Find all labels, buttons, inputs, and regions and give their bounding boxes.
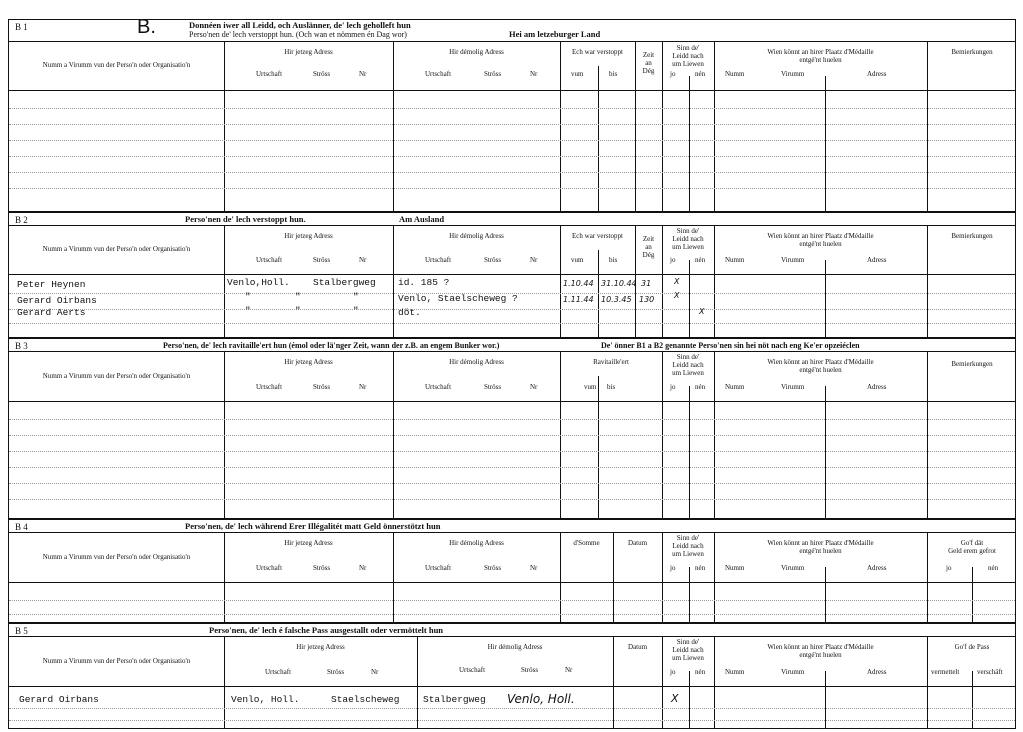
- col-yes: jo: [670, 70, 676, 78]
- col-remarks: Bemierkungen: [951, 48, 993, 56]
- col-nr: Nr: [359, 70, 367, 78]
- col-m-address: Adress: [867, 564, 887, 572]
- col-m-name: Numm: [725, 70, 745, 78]
- cell-cur-nr: ": [353, 291, 359, 302]
- col-m-address: Adress: [867, 668, 887, 676]
- col-name-header: Numm a Virumm vun der Perso'n oder Organisatio'n: [42, 245, 191, 253]
- col-supplied: Ravitaille'ert: [593, 358, 629, 366]
- col-help: Sinn de': [676, 227, 700, 235]
- col-nr: Nr: [359, 564, 367, 572]
- col-money-l2: Geld erem gefrot: [948, 547, 996, 555]
- col-help-l3: um Liewen: [672, 60, 704, 68]
- col-place: Urtschaft: [459, 666, 486, 674]
- col-from: vum: [571, 70, 584, 78]
- col-m-first: Virumm: [781, 70, 805, 78]
- col-help-l3: um Liewen: [672, 243, 704, 251]
- col-former-address: Hir démolig Adress: [487, 643, 543, 651]
- col-former-address: Hir démolig Adress: [449, 539, 504, 547]
- section-label: B 1: [15, 22, 28, 32]
- col-from: vum: [584, 383, 597, 391]
- col-remarks: Bemierkungen: [951, 232, 993, 240]
- col-help-l2: Leidd nach: [672, 646, 704, 654]
- col-to: bis: [609, 70, 618, 78]
- col-street: Ströss: [521, 666, 539, 674]
- col-from: vum: [571, 256, 584, 264]
- col-money: Go'f dät: [960, 539, 984, 547]
- cell-cur-street: ": [295, 291, 301, 302]
- cell-cur-street: ": [295, 305, 301, 316]
- col-nr: Nr: [530, 564, 538, 572]
- col-help: Sinn de': [676, 44, 700, 52]
- section-title: Perso'nen, de' lech während Erer Illégalitét matt Geld önnerstötzt hun: [185, 521, 441, 531]
- col-m-first: Virumm: [781, 383, 805, 391]
- col-help-l2: Leidd nach: [672, 542, 704, 550]
- col-to: bis: [609, 256, 618, 264]
- col-no: nén: [695, 668, 706, 676]
- col-help-l2: Leidd nach: [672, 361, 704, 369]
- section-b5: [8, 623, 1016, 729]
- col-yes: jo: [670, 564, 676, 572]
- col-place: Urtschaft: [256, 70, 283, 78]
- col-m-address: Adress: [867, 256, 887, 264]
- col-remarks: Bemierkungen: [951, 360, 993, 368]
- col-medal-l2: entgé'nt huelen: [799, 56, 842, 64]
- col-m-first: Virumm: [781, 668, 805, 676]
- col-nr: Nr: [359, 256, 367, 264]
- cell-cur-place: Venlo,Holl.: [227, 277, 290, 288]
- table-row-name: Gerard Oirbans: [19, 694, 99, 705]
- col-m-name: Numm: [725, 564, 745, 572]
- col-help-l3: um Liewen: [672, 654, 704, 662]
- col-help: Sinn de': [676, 353, 700, 361]
- section-b3: [8, 338, 1016, 519]
- table-row-name: Gerard Aerts: [17, 307, 86, 318]
- col-medal-l2: entgé'nt huelen: [799, 366, 842, 374]
- col-street: Ströss: [327, 668, 345, 676]
- section-title-right: Hei am letzeburger Land: [509, 29, 601, 39]
- cell-cur-place: ": [245, 305, 251, 316]
- col-time: Zeit: [642, 51, 655, 59]
- col-m-address: Adress: [867, 383, 887, 391]
- cell-to: 10.3.45: [601, 295, 632, 304]
- col-no: nén: [695, 564, 706, 572]
- cell-cur-street: Stalbergweg: [313, 277, 376, 288]
- cell-from: 1.10.44: [563, 279, 594, 288]
- col-medal-l2: entgé'nt huelen: [799, 547, 842, 555]
- col-pass: Go'f de Pass: [954, 643, 990, 651]
- col-no: nén: [695, 70, 706, 78]
- section-label: B 3: [15, 341, 28, 351]
- cell-to: 31.10.44: [601, 279, 637, 288]
- col-current-address: Hir jetzeg Adress: [284, 539, 333, 547]
- registration-form: [8, 16, 1016, 729]
- section-title-right: Am Ausland: [399, 214, 445, 224]
- col-former-address: Hir démolig Adress: [449, 358, 504, 366]
- col-date: Datum: [627, 643, 648, 651]
- col-street: Ströss: [484, 564, 502, 572]
- col-m-address: Adress: [867, 70, 887, 78]
- col-former-address: Hir démolig Adress: [449, 232, 504, 240]
- col-yes: jo: [670, 383, 676, 391]
- col-time-l3: Dég: [642, 251, 655, 259]
- col-street: Ströss: [313, 564, 331, 572]
- col-place: Urtschaft: [256, 564, 283, 572]
- cell-cur-street: Staelscheweg: [331, 694, 400, 705]
- table-row-name: Gerard Oirbans: [17, 295, 97, 306]
- col-time: Zeit: [642, 235, 655, 243]
- section-label: B 4: [15, 522, 28, 532]
- section-b2: [8, 212, 1016, 338]
- col-place: Urtschaft: [425, 256, 452, 264]
- col-medal: Wien könnt an hirer Plaatz d'Médaille: [767, 643, 874, 651]
- col-m-name: Numm: [725, 668, 745, 676]
- cell-former-hand: Venlo, Holl.: [507, 692, 575, 706]
- cell-yes: X: [671, 692, 679, 705]
- cell-yes: X: [674, 277, 680, 286]
- col-medal: Wien könnt an hirer Plaatz d'Médaille: [767, 358, 874, 366]
- col-nr: Nr: [565, 666, 573, 674]
- col-street: Ströss: [313, 383, 331, 391]
- section-title-right: De' önner B1 a B2 genannte Perso'nen sin hei nöt nach eng Ke'er opzeiéclen: [601, 341, 860, 350]
- col-time-l2: an: [645, 59, 652, 67]
- col-time-l2: an: [645, 243, 652, 251]
- col-m-name: Numm: [725, 383, 745, 391]
- col-name-header: Numm a Virumm vun der Perso'n oder Organisatio'n: [42, 372, 191, 380]
- col-former-address: Hir démolig Adress: [449, 48, 504, 56]
- col-medal: Wien könnt an hirer Plaatz d'Médaille: [767, 232, 874, 240]
- cell-yes: X: [674, 291, 680, 300]
- col-street: Ströss: [484, 383, 502, 391]
- col-pass-given: vermettelt: [931, 668, 960, 676]
- col-to: bis: [607, 383, 616, 391]
- col-help: Sinn de': [676, 638, 700, 646]
- col-nr: Nr: [359, 383, 367, 391]
- col-nr: Nr: [371, 668, 379, 676]
- col-medal-l2: entgé'nt huelen: [799, 651, 842, 659]
- col-place: Urtschaft: [256, 383, 283, 391]
- col-street: Ströss: [484, 256, 502, 264]
- col-place: Urtschaft: [425, 383, 452, 391]
- col-place: Urtschaft: [425, 70, 452, 78]
- section-b1: [8, 16, 1016, 212]
- col-nr: Nr: [530, 256, 538, 264]
- section-title: Donnéen iwer all Leidd, och Auslänner, de' lech geholleft hun: [189, 20, 411, 30]
- col-hidden: Ech war verstoppt: [572, 48, 623, 56]
- col-yes: jo: [670, 668, 676, 676]
- section-label: B 5: [15, 626, 28, 636]
- cell-no: X: [699, 307, 705, 316]
- cell-cur-place: ": [245, 291, 251, 302]
- cell-from: 1.11.44: [563, 295, 594, 304]
- col-time-l3: Dég: [642, 67, 655, 75]
- col-medal-l2: entgé'nt huelen: [799, 240, 842, 248]
- table-row-name: Peter Heynen: [17, 279, 86, 290]
- cell-former-street: Stalbergweg: [423, 694, 486, 705]
- col-nr: Nr: [530, 383, 538, 391]
- col-place: Urtschaft: [265, 668, 292, 676]
- cell-former: döt.: [398, 307, 421, 318]
- col-hidden: Ech war verstoppt: [572, 232, 623, 240]
- col-m-first: Virumm: [781, 564, 805, 572]
- cell-former: Venlo, Staelscheweg ?: [398, 293, 518, 304]
- col-m-name: Numm: [725, 256, 745, 264]
- col-yes: jo: [946, 564, 952, 572]
- col-nr: Nr: [530, 70, 538, 78]
- cell-cur-place: Venlo, Holl.: [231, 694, 300, 705]
- col-name-header: Numm a Virumm vun der Perso'n oder Organisatio'n: [42, 657, 191, 665]
- col-date: Datum: [627, 539, 648, 547]
- section-title-line2: Perso'nen de' lech verstoppt hun. (Och wan et nömmen én Dag wor): [189, 30, 407, 39]
- col-sum: d'Somme: [573, 539, 600, 547]
- form-letter: B.: [137, 16, 156, 38]
- col-help: Sinn de': [676, 534, 700, 542]
- col-medal: Wien könnt an hirer Plaatz d'Médaille: [767, 48, 874, 56]
- col-yes: jo: [670, 256, 676, 264]
- col-street: Ströss: [313, 256, 331, 264]
- section-title: Perso'nen, de' lech ravitaille'ert hun (émol oder lä'nger Zeit, wann der z.B. an engem Bunker wor.): [163, 341, 500, 350]
- section-label: B 2: [15, 215, 28, 225]
- col-no: nén: [695, 256, 706, 264]
- col-name-header: Numm a Virumm vun der Perso'n oder Organisatio'n: [42, 553, 191, 561]
- col-current-address: Hir jetzeg Adress: [284, 232, 333, 240]
- col-help-l2: Leidd nach: [672, 235, 704, 243]
- col-m-first: Virumm: [781, 256, 805, 264]
- col-no: nén: [695, 383, 706, 391]
- col-street: Ströss: [313, 70, 331, 78]
- col-name-header: Numm a Virumm vun der Perso'n oder Organisatio'n: [42, 61, 191, 69]
- col-street: Ströss: [484, 70, 502, 78]
- cell-former: id. 185 ?: [398, 277, 450, 288]
- section-title: Perso'nen, de' lech é falsche Pass ausgestallt oder vermöttelt hun: [209, 625, 444, 635]
- col-medal: Wien könnt an hirer Plaatz d'Médaille: [767, 539, 874, 547]
- section-title: Perso'nen de' lech verstoppt hun.: [185, 214, 306, 224]
- col-no: nén: [988, 564, 999, 572]
- section-b4: [8, 519, 1016, 623]
- col-place: Urtschaft: [256, 256, 283, 264]
- col-current-address: Hir jetzeg Adress: [284, 48, 333, 56]
- col-current-address: Hir jetzeg Adress: [284, 358, 333, 366]
- cell-days: 130: [639, 295, 655, 304]
- col-place: Urtschaft: [425, 564, 452, 572]
- col-help-l2: Leidd nach: [672, 52, 704, 60]
- cell-cur-nr: ": [353, 305, 359, 316]
- col-help-l3: um Liewen: [672, 550, 704, 558]
- col-current-address: Hir jetzeg Adress: [296, 643, 345, 651]
- cell-days: 31: [641, 279, 652, 288]
- col-pass-made: verschäft: [977, 668, 1003, 676]
- col-help-l3: um Liewen: [672, 369, 704, 377]
